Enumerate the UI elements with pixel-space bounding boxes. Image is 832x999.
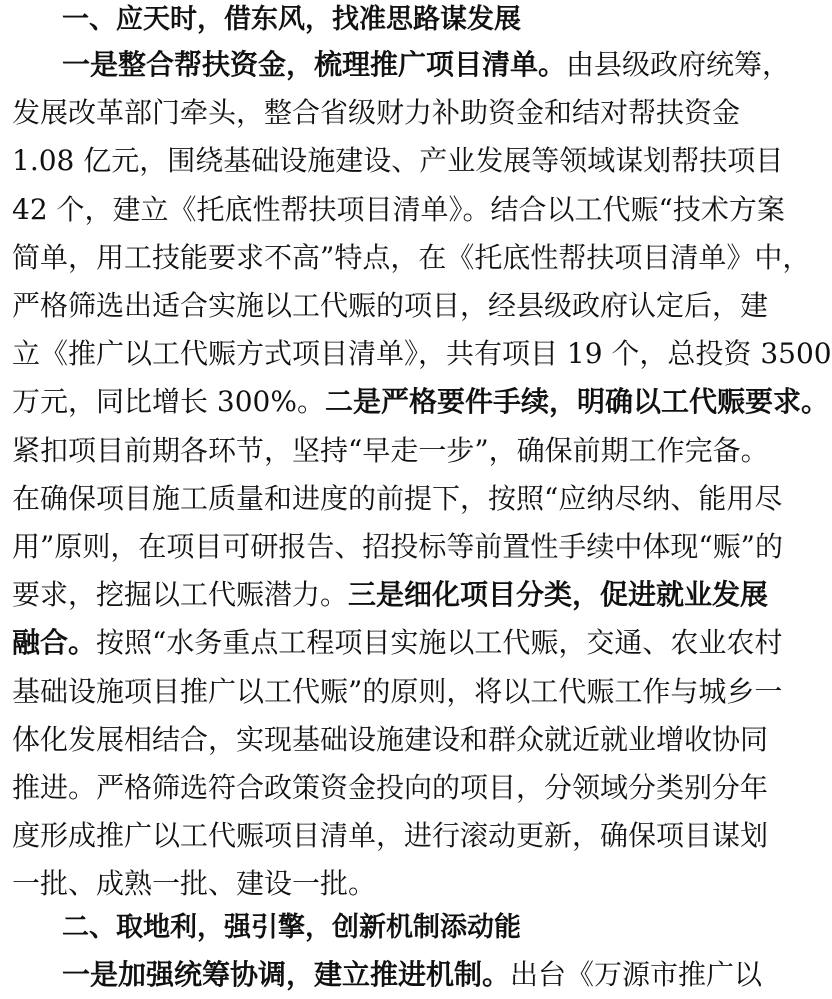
line-text: 严格筛选出适合实施以工代赈的项目，经县级政府认定后，建 bbox=[12, 289, 769, 322]
bold-lead-phrase: 融合。 bbox=[12, 626, 97, 660]
text-line bbox=[12, 575, 769, 615]
text-line bbox=[12, 768, 769, 808]
text-line bbox=[12, 864, 738, 904]
text-line bbox=[12, 141, 784, 181]
line-text: 由县级政府统筹， bbox=[566, 48, 791, 81]
bold-tail-phrase: 三是细化项目分类，促进就业发展 bbox=[348, 578, 769, 612]
text-line bbox=[12, 431, 769, 471]
bold-lead-phrase: 一是整合帮扶资金，梳理推广项目清单。 bbox=[62, 48, 567, 81]
line-text: 立《推广以工代赈方式项目清单》，共有项目 19 个，总投资 3500 bbox=[12, 337, 832, 371]
text-line bbox=[12, 382, 829, 422]
section-1-heading: 一、应天时，借东风，找准思路谋发展 bbox=[62, 4, 521, 35]
bold-lead-phrase: 一是加强统筹协调，建立推进机制。 bbox=[62, 958, 511, 991]
line-text: 出台《万源市推广以 bbox=[510, 958, 763, 991]
line-text: 基础设施项目推广以工代赈”的原则，将以工代赈工作与城乡一 bbox=[12, 674, 783, 708]
line-text: 按照“水务重点工程项目实施以工代赈，交通、农业农村 bbox=[96, 626, 783, 660]
bold-tail-phrase: 二是严格要件手续，明确以工代赈要求。 bbox=[324, 385, 829, 419]
text-line bbox=[12, 816, 769, 856]
text-line bbox=[12, 238, 811, 278]
line-text: 42 个，建立《托底性帮扶项目清单》。结合以工代赈“技术方案 bbox=[12, 192, 785, 226]
text-line bbox=[12, 286, 769, 326]
text-line bbox=[12, 479, 783, 519]
text-line bbox=[12, 93, 741, 133]
line-text: 要求，挖掘以工代赈潜力。 bbox=[12, 578, 349, 612]
line-text: 紧扣项目前期各环节，坚持“早走一步”，确保前期工作完备。 bbox=[12, 433, 769, 467]
text-line bbox=[12, 672, 783, 712]
text-line bbox=[62, 955, 763, 995]
line-text: 在确保项目施工质量和进度的前提下，按照“应纳尽纳、能用尽 bbox=[12, 481, 783, 515]
line-text: 万元，同比增长 300%。 bbox=[12, 385, 325, 419]
text-line bbox=[62, 45, 791, 85]
text-line bbox=[12, 720, 769, 760]
line-text: 推进。严格筛选符合政策资金投向的项目，分领域分类别分年 bbox=[12, 771, 769, 804]
line-text: 度形成推广以工代赈项目清单，进行滚动更新，确保项目谋划 bbox=[12, 819, 769, 853]
line-text: 一批、成熟一批、建设一批。 bbox=[12, 867, 377, 901]
section-2-heading: 二、取地利，强引擎，创新机制添动能 bbox=[62, 912, 521, 943]
line-text: 体化发展相结合，实现基础设施建设和群众就近就业增收协同 bbox=[12, 722, 769, 756]
line-text: 用”原则，在项目可研报告、招投标等前置性手续中体现“赈”的 bbox=[12, 530, 783, 563]
line-text: 简单，用工技能要求不高”特点，在《托底性帮扶项目清单》中， bbox=[12, 240, 811, 274]
text-line bbox=[12, 527, 783, 567]
line-text: 1.08 亿元，围绕基础设施建设、产业发展等领域谋划帮扶项目 bbox=[12, 144, 784, 178]
text-line bbox=[12, 190, 785, 230]
text-line bbox=[12, 334, 832, 374]
line-text: 发展改革部门牵头，整合省级财力补助资金和结对帮扶资金 bbox=[12, 96, 741, 130]
text-line bbox=[12, 623, 783, 663]
